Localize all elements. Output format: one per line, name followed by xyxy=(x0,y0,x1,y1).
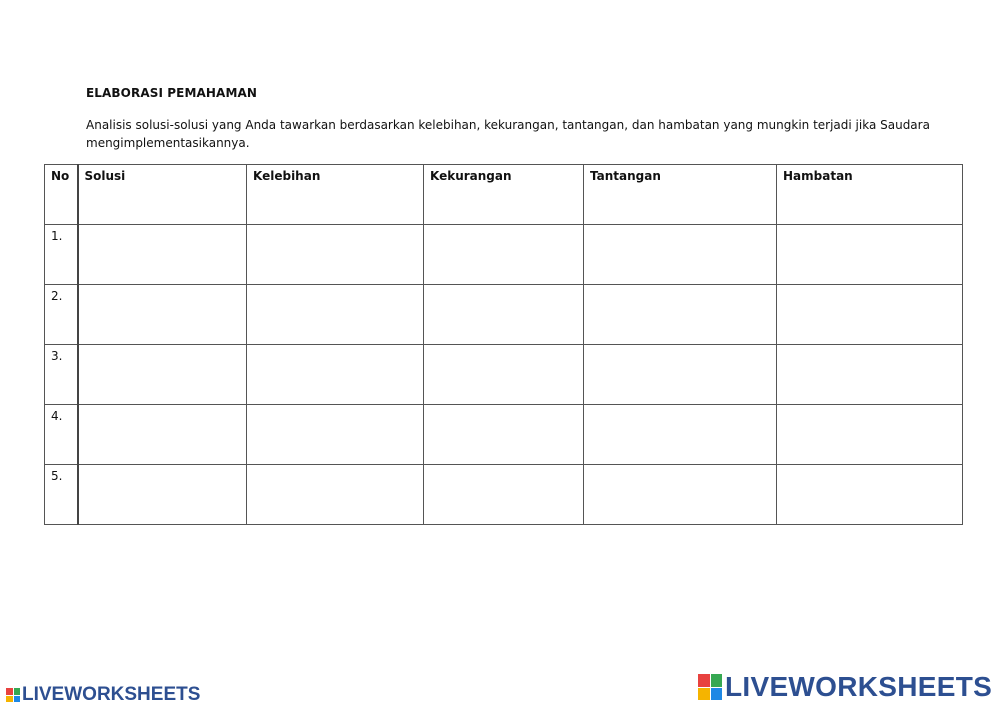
header-no: No xyxy=(45,165,78,225)
header-hambatan: Hambatan xyxy=(777,165,963,225)
kelebihan-cell[interactable] xyxy=(247,225,424,285)
table-row xyxy=(45,225,963,285)
logo-square-blue xyxy=(711,688,723,701)
logo-square-green xyxy=(711,674,723,687)
table-row xyxy=(45,285,963,345)
liveworksheets-logo-icon xyxy=(6,688,20,702)
hambatan-cell[interactable] xyxy=(777,345,963,405)
kekurangan-cell[interactable] xyxy=(424,405,584,465)
solusi-cell[interactable] xyxy=(78,465,247,525)
liveworksheets-logo-icon xyxy=(698,674,722,700)
solusi-cell[interactable] xyxy=(78,225,247,285)
logo-square-yellow xyxy=(698,688,710,701)
tantangan-cell[interactable] xyxy=(584,225,777,285)
row-number: 2. xyxy=(45,285,78,345)
instruction-text: Analisis solusi-solusi yang Anda tawarkan berdasarkan kelebihan, kekurangan, tantangan, dan hambatan yang mungkin terjadi jika Saudara mengimplementasikannya. xyxy=(86,118,930,150)
table-header-row xyxy=(45,165,963,225)
logo-square-red xyxy=(6,688,13,695)
header-solusi: Solusi xyxy=(78,165,247,225)
solusi-cell[interactable] xyxy=(78,345,247,405)
liveworksheets-wordmark: LIVEWORKSHEETS xyxy=(725,671,993,702)
tantangan-cell[interactable] xyxy=(584,345,777,405)
kekurangan-cell[interactable] xyxy=(424,285,584,345)
logo-square-yellow xyxy=(6,696,13,703)
table-row xyxy=(45,405,963,465)
solusi-cell[interactable] xyxy=(78,285,247,345)
logo-square-green xyxy=(14,688,21,695)
kelebihan-cell[interactable] xyxy=(247,345,424,405)
analysis-table xyxy=(44,164,963,525)
logo-square-blue xyxy=(14,696,21,703)
kelebihan-cell[interactable] xyxy=(247,285,424,345)
row-number: 3. xyxy=(45,345,78,405)
kekurangan-cell[interactable] xyxy=(424,465,584,525)
hambatan-cell[interactable] xyxy=(777,465,963,525)
table-row xyxy=(45,465,963,525)
row-number: 1. xyxy=(45,225,78,285)
header-kelebihan: Kelebihan xyxy=(247,165,424,225)
worksheet-title: ELABORASI PEMAHAMAN xyxy=(86,86,258,100)
row-number: 4. xyxy=(45,405,78,465)
table-row xyxy=(45,345,963,405)
logo-square-red xyxy=(698,674,710,687)
kelebihan-cell[interactable] xyxy=(247,405,424,465)
hambatan-cell[interactable] xyxy=(777,405,963,465)
hambatan-cell[interactable] xyxy=(777,285,963,345)
tantangan-cell[interactable] xyxy=(584,405,777,465)
hambatan-cell[interactable] xyxy=(777,225,963,285)
header-tantangan: Tantangan xyxy=(584,165,777,225)
tantangan-cell[interactable] xyxy=(584,465,777,525)
liveworksheets-wordmark: LIVEWORKSHEETS xyxy=(22,684,201,705)
kekurangan-cell[interactable] xyxy=(424,225,584,285)
liveworksheets-watermark-right xyxy=(698,671,992,703)
row-number: 5. xyxy=(45,465,78,525)
header-kekurangan: Kekurangan xyxy=(424,165,584,225)
tantangan-cell[interactable] xyxy=(584,285,777,345)
kekurangan-cell[interactable] xyxy=(424,345,584,405)
kelebihan-cell[interactable] xyxy=(247,465,424,525)
liveworksheets-watermark-left xyxy=(6,684,200,706)
solusi-cell[interactable] xyxy=(78,405,247,465)
